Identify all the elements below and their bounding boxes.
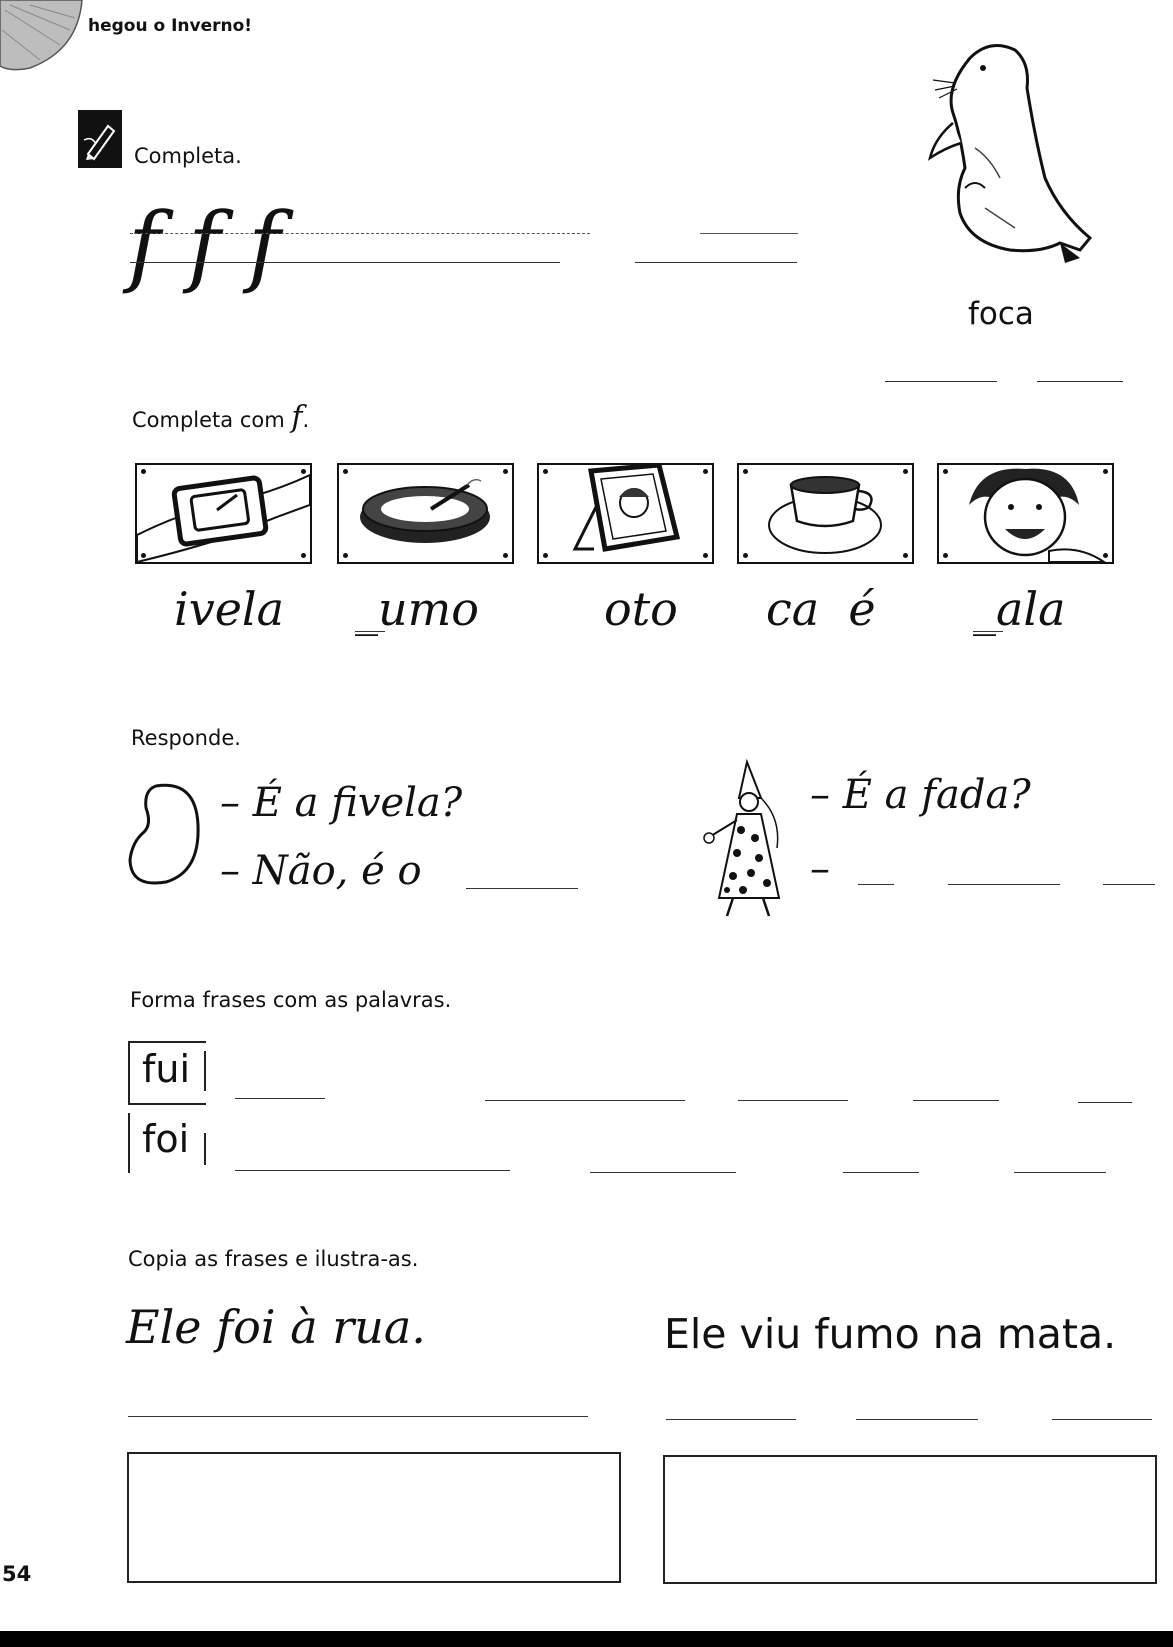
sentence-line [590, 1172, 736, 1173]
writing-line [700, 233, 798, 234]
sentence-cursive: Ele foi à rua. [126, 1300, 426, 1354]
question-fivela: – É a fivela? [220, 780, 463, 826]
cursive-letter: f [188, 193, 221, 296]
instruction-forma-frases: Forma frases com as palavras. [130, 988, 452, 1012]
header-title: hegou o Inverno! [88, 16, 253, 36]
word-box-fui [128, 1041, 206, 1105]
instruction-period: . [302, 408, 310, 432]
sentence-print: Ele viu fumo na mata. [664, 1310, 1117, 1358]
instruction-letter: f [291, 400, 303, 435]
word-foi: foi [142, 1117, 190, 1161]
sentence-line [843, 1172, 919, 1173]
writing-line [130, 262, 560, 263]
illustration-box-right[interactable] [663, 1455, 1157, 1584]
writing-line [635, 262, 797, 263]
copy-line-right [1052, 1419, 1152, 1420]
cursive-letter: f [128, 193, 161, 296]
sentence-line [738, 1100, 848, 1101]
pencil-icon [78, 110, 122, 168]
sentence-line [235, 1170, 510, 1171]
cursive-letter-row [120, 190, 290, 310]
illustration-box-left[interactable] [127, 1452, 621, 1583]
sentence-line [235, 1098, 325, 1099]
word-box-foi [128, 1113, 206, 1173]
cursive-letter: f [248, 193, 281, 296]
copy-line-right [856, 1419, 978, 1420]
word-fui: fui [142, 1047, 191, 1091]
picture-card-belt-buckle [135, 463, 312, 564]
instruction-text: Completa com [132, 408, 292, 432]
answer-fivela: – Não, é o [220, 848, 422, 894]
instruction-completa-com-f [132, 400, 309, 435]
sentence-line [1014, 1172, 1106, 1173]
writing-line [1037, 381, 1123, 382]
word-ivela: ivela [174, 582, 285, 636]
copy-line-left [128, 1416, 588, 1417]
page-number: 54 [2, 1562, 32, 1586]
answer-line [466, 888, 578, 889]
word-umo: _umo [355, 582, 479, 636]
instruction-responde: Responde. [131, 726, 241, 750]
picture-card-ashtray [337, 463, 514, 564]
answer-fada-dash: – [810, 846, 830, 892]
writing-line [130, 233, 590, 234]
sentence-line [1078, 1102, 1132, 1103]
copy-line-right [666, 1419, 796, 1420]
picture-card-girl-smiling [937, 463, 1114, 564]
question-fada: – É a fada? [810, 772, 1031, 818]
word-cafe: ca é [766, 582, 876, 636]
fairy-illustration [697, 758, 787, 923]
answer-line [858, 884, 894, 885]
page-bottom-edge [0, 1631, 1173, 1647]
word-ala: _ala [973, 582, 1066, 636]
bean-illustration [126, 780, 204, 890]
picture-card-photo-frame [537, 463, 714, 564]
picture-card-coffee-cup [737, 463, 914, 564]
sentence-line [485, 1100, 685, 1101]
writing-line [885, 381, 997, 382]
corner-ornament [0, 0, 90, 75]
instruction-completa: Completa. [134, 144, 242, 168]
seal-illustration [915, 28, 1095, 273]
answer-line [1103, 884, 1155, 885]
sentence-line [913, 1100, 999, 1101]
instruction-copia-frases: Copia as frases e ilustra-as. [128, 1247, 419, 1271]
word-oto: oto [604, 582, 678, 636]
picture-label-foca: foca [968, 296, 1034, 332]
answer-line [948, 884, 1060, 885]
